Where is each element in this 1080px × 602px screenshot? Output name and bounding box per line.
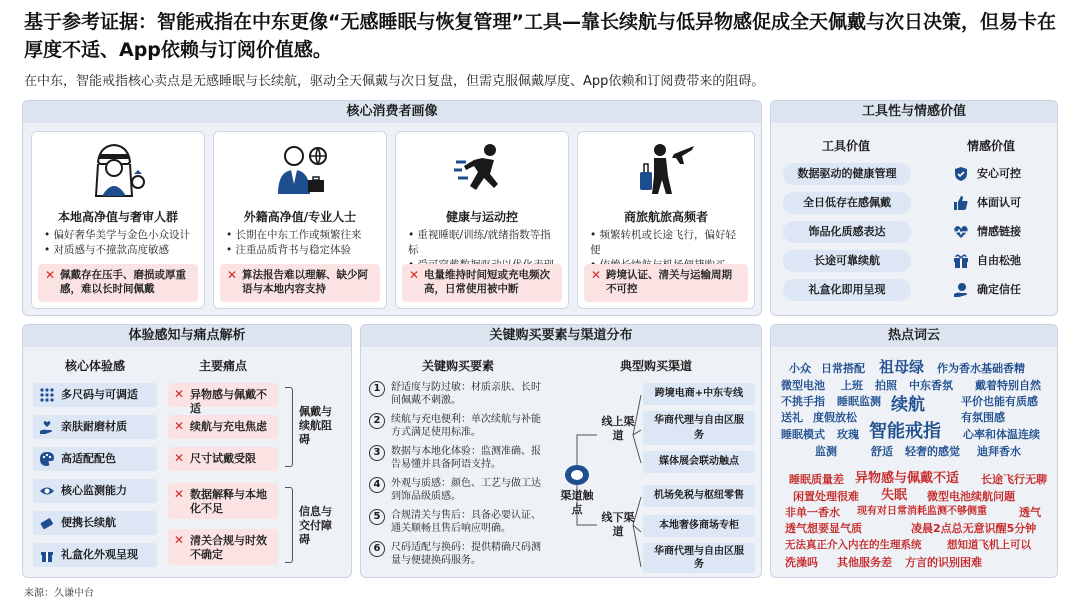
cloud-word: 透气 (1019, 506, 1041, 519)
online-channel: 华商代理与自由区服务 (643, 411, 755, 445)
cloud-word: 作为香水基础香精 (937, 362, 1025, 375)
purchase-factor (369, 477, 547, 503)
factor-number: 6 (369, 541, 385, 557)
cloud-word: 送礼 (781, 411, 803, 424)
persona-card (213, 131, 387, 309)
persona-pain (584, 264, 748, 302)
cloud-word: 戴着特别自然 (975, 379, 1041, 392)
personas-heading: 核心消费者画像 (23, 101, 761, 123)
experience-panel (22, 324, 352, 578)
group-label: 信息与交付障碍 (299, 505, 332, 546)
palette-icon (40, 452, 54, 466)
gift-box-icon (40, 548, 54, 562)
persona-bullet: • 频繁转机或长途飞行，偏好轻便 (590, 228, 746, 258)
cloud-word: 度假放松 (813, 411, 857, 424)
persona-pain (220, 264, 380, 302)
cloud-word: 非单一香水 (785, 506, 840, 519)
pain-item (168, 447, 278, 471)
factor-number: 3 (369, 445, 385, 461)
persona-bullet: • 重视睡眠/训练/就绪指数等指标 (408, 228, 560, 258)
value-heading: 工具性与情感价值 (771, 101, 1057, 123)
cloud-word: 现有对日常消耗监测不够侧重 (857, 506, 987, 517)
cloud-word: 祖母绿 (879, 358, 925, 376)
cloud-word: 睡眠模式 (781, 428, 825, 441)
core-experience-item (33, 415, 157, 439)
cloud-word: 智能戒指 (869, 421, 941, 442)
ring-hub-icon (561, 461, 593, 489)
cloud-word: 凌晨2点总无意识醒5分钟 (911, 522, 1037, 535)
tool-value-heading: 工具价值 (821, 139, 870, 153)
emotion-item (953, 250, 1053, 272)
cloud-word: 中东香氛 (909, 379, 953, 392)
cloud-word: 想知道飞机上可以 (947, 539, 1031, 551)
cloud-word: 异物感与佩戴不适 (855, 471, 960, 486)
core-experience-label: 高适配配色 (61, 452, 116, 465)
online-channel: 媒体展会联动触点 (643, 451, 755, 473)
factor-number: 4 (369, 477, 385, 493)
factor-text: 合规清关与售后：具备必要认证、通关顺畅且售后响应明确。 (391, 510, 541, 534)
emotion-label: 体面认可 (977, 196, 1021, 209)
persona-bullet: • 注重品质背书与稳定体验 (226, 243, 378, 258)
core-experience-label: 多尺码与可调适 (61, 388, 138, 401)
cloud-word: 轻奢的感觉 (905, 445, 960, 458)
cloud-word: 不挑手指 (781, 395, 825, 408)
tool-value-pill: 全日低存在感佩戴 (783, 192, 911, 214)
cloud-word: 舒适 (871, 445, 893, 458)
arab-person-ring-icon (88, 140, 148, 200)
tool-value-pill: 礼盒化即用呈现 (783, 279, 911, 301)
pain-item (168, 383, 278, 415)
factor-number: 5 (369, 509, 385, 525)
factors-heading: 关键购买要素 (421, 359, 494, 373)
core-experience-item (33, 511, 157, 535)
emotion-item (953, 279, 1053, 301)
cloud-word: 上班 (841, 379, 863, 392)
purchase-panel (360, 324, 762, 578)
cloud-word: 闲置处理很难 (793, 490, 859, 503)
tool-value-pill: 数据驱动的健康管理 (783, 163, 911, 185)
core-experience-label: 便携长续航 (61, 516, 116, 529)
grid-dots-icon (40, 388, 54, 402)
tool-value-pill: 长途可靠续航 (783, 250, 911, 272)
close-icon: ✕ (174, 419, 185, 433)
close-icon: ✕ (45, 268, 56, 282)
offline-channel-label: 线下渠道 (601, 511, 635, 538)
emotion-label: 安心可控 (977, 167, 1021, 180)
cloud-word: 有氛围感 (961, 411, 1005, 424)
persona-title: 商旅航旅高频者 (623, 210, 708, 224)
cloud-word: 日常搭配 (821, 362, 865, 375)
factor-text: 续航与充电便利：单次续航与补能方式满足使用标准。 (391, 414, 541, 438)
gift-icon (953, 253, 969, 269)
cloud-word: 方言的识别困难 (905, 556, 982, 569)
core-experience-label: 亲肤耐磨材质 (61, 420, 127, 433)
shield-check-icon (953, 166, 969, 182)
core-experience-item (33, 447, 157, 471)
persona-pain-text: 跨境认证、清关与运输周期不可控 (606, 269, 732, 295)
purchase-factor (369, 509, 547, 535)
persona-pain (38, 264, 198, 302)
traveler-plane-icon (636, 140, 696, 200)
channel-hub-label: 渠道触点 (560, 489, 594, 516)
cloud-word: 续航 (891, 395, 925, 415)
cloud-word: 心率和体温连续 (963, 428, 1040, 441)
source-note: 来源：久谦中台 (24, 588, 94, 599)
persona-card (395, 131, 569, 309)
offline-channel: 华商代理与自由区服务 (643, 543, 755, 573)
cloud-word: 透气想要显气质 (785, 522, 862, 535)
online-channel: 跨境电商+中东专线 (643, 383, 755, 405)
factor-text: 外观与质感：颜色、工艺与做工达到饰品级质感。 (391, 478, 541, 502)
pain-label: 数据解释与本地化不足 (190, 488, 267, 515)
persona-pain-text: 佩戴存在压手、磨损或厚重感，难以长时间佩戴 (60, 269, 186, 295)
online-channel-label: 线上渠道 (601, 415, 635, 442)
persona-title: 外籍高净值/专业人士 (243, 210, 357, 224)
core-experience-label: 核心监测能力 (61, 484, 127, 497)
factor-number: 2 (369, 413, 385, 429)
emotion-label: 自由松弛 (977, 254, 1021, 267)
tool-value-pill: 饰品化质感表达 (783, 221, 911, 243)
cloud-word: 平价也能有质感 (961, 395, 1038, 408)
persona-bullets (44, 228, 196, 258)
battery-icon (40, 516, 54, 530)
pain-label: 异物感与佩戴不适 (190, 388, 267, 415)
core-experience-label: 礼盒化外观呈现 (61, 548, 138, 561)
cloud-word: 其他服务差 (837, 556, 892, 569)
emotional-value-heading: 情感价值 (966, 139, 1015, 153)
pain-item (168, 529, 278, 565)
persona-title: 本地高净值与奢审人群 (57, 210, 178, 224)
offline-channel: 本地奢侈商场专柜 (643, 515, 755, 537)
pain-label: 续航与充电焦虑 (190, 420, 267, 433)
purchase-heading: 关键购买要素与渠道分布 (361, 325, 761, 347)
persona-bullet: • 长期在中东工作或频繁往来 (226, 228, 378, 243)
persona-pain (402, 264, 562, 302)
cloud-word: 睡眠监测 (837, 395, 881, 408)
close-icon: ✕ (174, 487, 185, 501)
persona-pain-text: 算法报告难以理解、缺少阿语与本地内容支持 (242, 269, 368, 295)
purchase-factor (369, 541, 547, 567)
factor-text: 数据与本地化体验：监测准确、报告易懂并具备阿语支持。 (391, 446, 541, 470)
purchase-factor (369, 413, 547, 439)
offline-channel: 机场免税与枢纽零售 (643, 485, 755, 507)
emotion-item (953, 163, 1053, 185)
persona-bullets (226, 228, 378, 258)
cloud-word: 小众 (789, 362, 811, 375)
factor-number: 1 (369, 381, 385, 397)
thumbs-up-icon (953, 195, 969, 211)
experience-heading: 体验感知与痛点解析 (23, 325, 351, 347)
cloud-word: 玫瑰 (837, 428, 859, 441)
emotion-item (953, 221, 1053, 243)
hand-heart-icon (40, 420, 54, 434)
runner-icon (452, 140, 512, 200)
channels-heading: 典型购买渠道 (619, 359, 692, 373)
core-experience-item (33, 479, 157, 503)
close-icon: ✕ (174, 387, 185, 401)
core-experience-item (33, 543, 157, 567)
cloud-word: 长途飞行无聊 (981, 473, 1047, 486)
cloud-word: 失眠 (881, 488, 908, 503)
close-icon: ✕ (174, 533, 185, 547)
cloud-word: 迪拜香水 (977, 445, 1021, 458)
pain-label: 尺寸试戴受限 (190, 452, 256, 465)
emotion-label: 确定信任 (977, 283, 1021, 296)
value-panel (770, 100, 1058, 316)
main-pain-heading: 主要痛点 (198, 359, 247, 373)
group-label: 佩戴与续航阻碍 (299, 405, 332, 446)
close-icon: ✕ (227, 268, 238, 282)
page-subtitle: 在中东，智能戒指核心卖点是无感睡眠与长续航，驱动全天佩戴与次日复盘，但需克服佩戴厚度、App依赖和订阅费带来的阻碍。 (24, 74, 765, 89)
cloud-word: 无法真正介入内在的生理系统 (785, 539, 922, 551)
page-title: 基于参考证据：智能戒指在中东更像“无感睡眠与恢复管理”工具—靠长续航与低异物感促成全天佩戴与次日决策，但易卡在厚度不适、App依赖与订阅价值感。 (24, 11, 1056, 61)
group-bracket (285, 487, 293, 563)
pain-label: 清关合规与时效不确定 (190, 534, 267, 561)
purchase-factor (369, 445, 547, 471)
close-icon: ✕ (591, 268, 602, 282)
pain-item (168, 415, 278, 439)
close-icon: ✕ (409, 268, 420, 282)
eye-icon (40, 484, 54, 498)
cloud-word: 监测 (815, 445, 837, 458)
heart-pulse-icon (953, 224, 969, 240)
factor-text: 尺码适配与换码：提供精确尺码测量与便捷换码服务。 (391, 542, 541, 566)
persona-card (577, 131, 755, 309)
purchase-factor (369, 381, 547, 407)
cloud-word: 微型电池续航问题 (927, 490, 1015, 503)
persona-bullet: • 偏好奢华美学与金色小众设计 (44, 228, 196, 243)
cloud-word: 睡眠质量差 (789, 473, 844, 486)
word-cloud-panel (770, 324, 1058, 578)
emotion-item (953, 192, 1053, 214)
word-cloud-heading: 热点词云 (771, 325, 1057, 347)
core-experience-heading: 核心体验感 (64, 359, 125, 373)
persona-pain-text: 电量维持时间短或充电频次高，日常使用被中断 (424, 269, 550, 295)
persona-bullet: • 对质感与不撞款高度敏感 (44, 243, 196, 258)
persona-title: 健康与运动控 (445, 210, 518, 224)
personas-panel (22, 100, 762, 316)
pain-item (168, 483, 278, 519)
group-bracket (285, 387, 293, 467)
cloud-word: 微型电池 (781, 379, 825, 392)
cloud-word: 拍照 (875, 379, 897, 392)
cloud-word: 洗澡吗 (785, 556, 818, 569)
factor-text: 舒适度与防过敏：材质亲肤、长时间佩戴不刺激。 (391, 382, 541, 406)
core-experience-item (33, 383, 157, 407)
emotion-label: 情感链接 (977, 225, 1021, 238)
businessman-globe-icon (270, 140, 330, 200)
close-icon: ✕ (174, 451, 185, 465)
hand-coin-icon (953, 282, 969, 298)
persona-card (31, 131, 205, 309)
